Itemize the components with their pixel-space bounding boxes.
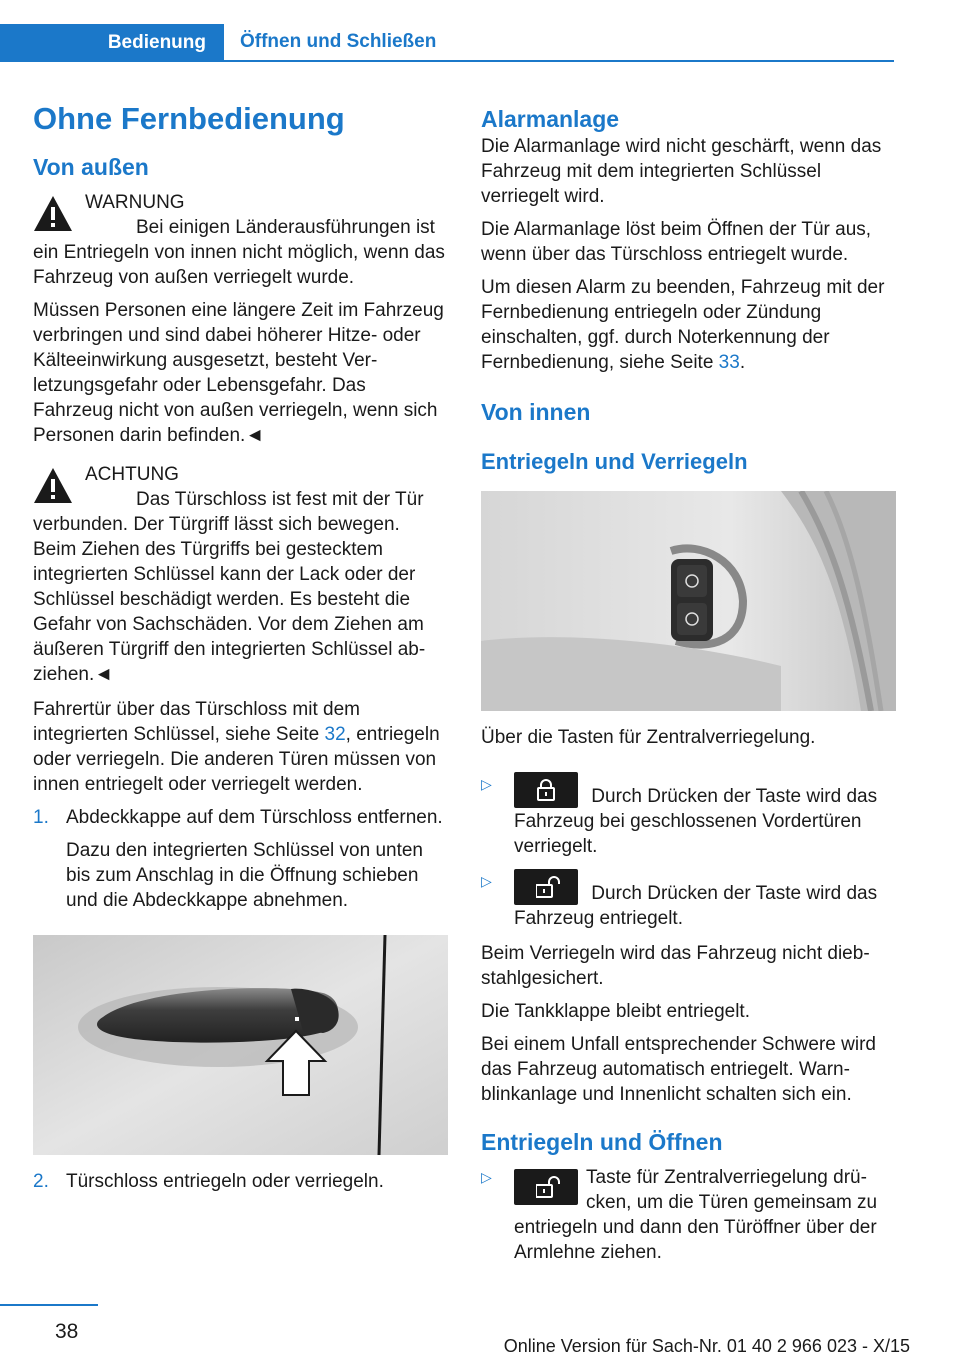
- triangle-bullet-icon: ▷: [481, 1169, 492, 1185]
- bullet-lock-text: Durch Drücken der Taste wird das Fahrzeug bei geschlossenen Vordertüren verriegelt.: [514, 786, 878, 857]
- section-title-inside: Von innen: [481, 399, 591, 425]
- bullet-unlock-text: Durch Drücken der Taste wird das Fahrzeug entriegelt.: [514, 883, 878, 929]
- lock-icon: [536, 778, 556, 802]
- right-column: [481, 104, 896, 1275]
- driver-door-text-a: Fahrertür über das Türschloss mit dem integrierten Schlüssel, siehe Seite: [33, 699, 360, 745]
- unlock-icon: [536, 1175, 560, 1199]
- triangle-bullet-icon: ▷: [481, 873, 492, 889]
- caution-triangle-icon: [33, 466, 73, 506]
- warning-block: [33, 190, 448, 448]
- step-1: [33, 805, 448, 913]
- tab-bedienung-label: Bedienung: [107, 32, 206, 53]
- bullet-lock: [481, 772, 896, 859]
- driver-door-paragraph: [33, 697, 448, 797]
- caution-label: ACHTUNG: [85, 464, 179, 485]
- steps-list: [33, 805, 448, 913]
- page-link-32[interactable]: 32: [324, 724, 346, 745]
- warning-label: WARNUNG: [85, 192, 185, 213]
- step-1-number: 1.: [33, 807, 49, 828]
- alarm-paragraph-2: Die Alarmanlage löst beim Öffnen der Tür aus, wenn über das Türschloss entriegelt wurde.: [481, 219, 872, 265]
- section-title-outside: Von außen: [33, 154, 149, 180]
- central-lock-button[interactable]: [514, 1169, 578, 1205]
- section-title-unlock-lock: Entriegeln und Verriegeln: [481, 449, 748, 474]
- bullet-unlock: [481, 869, 896, 931]
- unlock-button[interactable]: [514, 869, 578, 905]
- step-2-number: 2.: [33, 1171, 49, 1192]
- footer-version-text: Online Version für Sach-Nr. 01 40 2 966 023 - X/15: [503, 1336, 910, 1356]
- alarm-text-a: Um diesen Alarm zu beenden, Fahrzeug mit der Fernbedienung entriegeln oder Zündung einschalten, ggf. durch Noterkennung der Fernbedienung, siehe Seite: [481, 277, 885, 373]
- step-1-text: Abdeckkappe auf dem Türschloss entfernen.: [66, 807, 443, 828]
- header-bar: [0, 24, 894, 62]
- warning-text-1: Bei einigen Länderausführungen ist ein Entriegeln von innen nicht möglich, wenn das Fahrzeug von außen verriegelt wurde.: [33, 217, 445, 288]
- central-lock-buttons-photo: [481, 491, 896, 711]
- accident-paragraph: Bei einem Unfall entsprechender Schwere wird das Fahrzeug automatisch entriegelt. Warnblinkanlage und Innenlicht schalten sich ein.: [481, 1034, 876, 1105]
- theft-paragraph: Beim Verriegeln wird das Fahrzeug nicht diebstahlgesichert.: [481, 943, 870, 989]
- alarm-text-b: .: [739, 352, 746, 373]
- page-number: 38: [55, 1320, 79, 1343]
- bullet-open: [481, 1165, 896, 1265]
- lock-buttons-list: [481, 772, 896, 931]
- alarm-paragraph-1: Die Alarmanlage wird nicht geschärft, wenn das Fahrzeug mit dem integrierten Schlüssel verriegelt wird.: [481, 136, 882, 207]
- lock-button[interactable]: [514, 772, 578, 808]
- page-title: Ohne Fernbedienung: [33, 101, 345, 136]
- steps-list-2: [33, 1169, 448, 1194]
- caution-text: Das Türschloss ist fest mit der Tür verbunden. Der Türgriff lässt sich bewegen. Beim Ziehen des Türgriffs bei gestecktem integrierten Schlüssel kann der Lack oder der Schlüssel beschädigt werden. Es besteht die Gefahr von Sachschäden. Vor dem Ziehen am äußeren Türgriff den integrierten Schlüssel abziehen.◄: [33, 489, 426, 685]
- left-column: [33, 100, 448, 1202]
- warning-triangle-icon: [33, 194, 73, 234]
- door-panel-illustration: [481, 491, 896, 711]
- tab-bedienung[interactable]: [0, 24, 224, 62]
- warning-text-2: Müssen Personen eine längere Zeit im Fahrzeug verbringen und sind dabei höherer Hitze- oder Kälteeinwirkung ausgesetzt, besteht Verletzungsgefahr oder Lebensgefahr. Das Fahrzeug nicht von außen verriegeln, wenn sich Personen darin befinden.◄: [33, 300, 444, 446]
- alarm-paragraph-3: [481, 275, 896, 375]
- bullet-open-text: Taste für Zentralverriegelung drücken, um die Türen gemeinsam zu entriegeln und dann den Türöffner über der Armlehne ziehen.: [514, 1167, 878, 1263]
- step-2: [33, 1169, 448, 1194]
- step-2-text: Türschloss entriegeln oder verriegeln.: [66, 1171, 384, 1192]
- door-handle-photo: [33, 935, 448, 1155]
- page-link-33[interactable]: 33: [718, 352, 740, 373]
- unlock-icon: [536, 875, 560, 899]
- section-title-unlock-open: Entriegeln und Öffnen: [481, 1129, 723, 1155]
- tank-paragraph: Die Tankklappe bleibt entriegelt.: [481, 1001, 750, 1022]
- section-title-alarm: Alarmanlage: [481, 106, 620, 132]
- door-handle-illustration: [33, 935, 448, 1155]
- driver-door-text-b: , entriegeln oder verriegeln. Die anderen Türen müssen von innen entriegelt oder verriegelt werden.: [33, 724, 440, 795]
- step-1-subtext: Dazu den integrierten Schlüssel von unten bis zum Anschlag in die Öffnung schieben und die Abdeckkappe abnehmen.: [66, 840, 424, 911]
- open-list: [481, 1165, 896, 1265]
- header-divider: [0, 60, 894, 62]
- triangle-bullet-icon: ▷: [481, 776, 492, 792]
- tab-oeffnen-schliessen[interactable]: [240, 24, 436, 60]
- footer-divider: [0, 1304, 98, 1306]
- caution-block: [33, 462, 448, 687]
- buttons-caption: Über die Tasten für Zentralverriegelung.: [481, 727, 816, 748]
- tab-oeffnen-label: Öffnen und Schließen: [240, 31, 437, 52]
